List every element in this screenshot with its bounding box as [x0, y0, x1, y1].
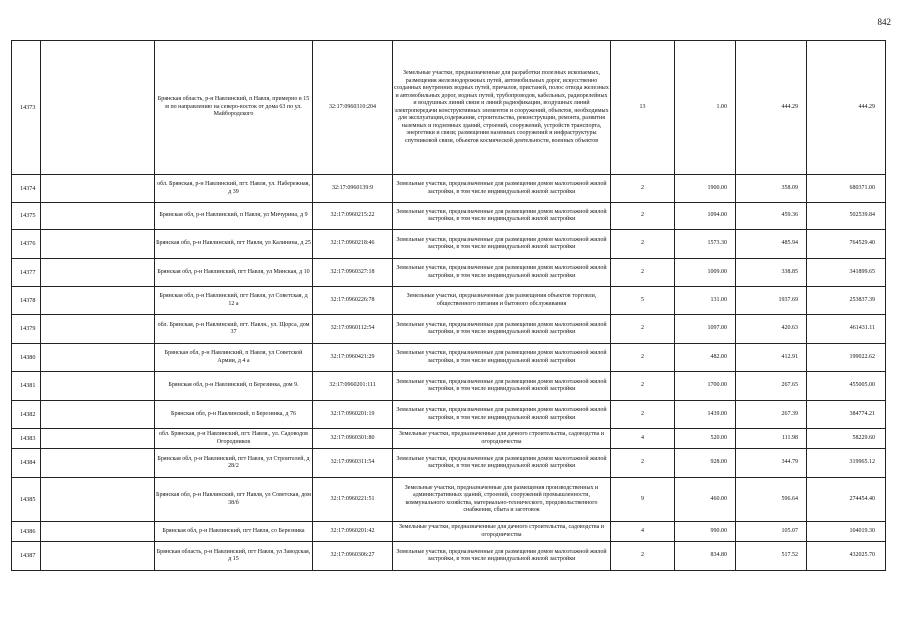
cadastral-value-cell: 253837.39 [807, 287, 886, 315]
area-cell: 928.00 [675, 449, 736, 478]
cadastral-value-cell: 341899.65 [807, 259, 886, 287]
address-cell: Брянская обл, р-н Навлинский, п Навля, ул Мичурина, д 9 [155, 203, 313, 230]
land-use-cell: Земельные участки, предназначенные для разработки полезных ископаемых, размещения железнодорожных путей, автомобильных дорог, искусственно созданных внутренних водных путей, причалов, пристаней, полос отвода железных и автомобильных дорог, водных путей, трубопроводов, кабельных, радиорелейных и воздушных линий связи и линий радиофикации, воздушных линий электропередачи конструктивных элементов и сооружений, объектов, необходимых для эксплуатации,содержания, строительства, реконструкции, ремонта, развития наземных и подземных зданий, строений, сооружений, устройств транспорта, энергетики и связи; размещения наземных сооружений и инфраструктуры спутниковой связи, объектов космической деятельности, военных объектов [393, 41, 611, 175]
empty-cell [41, 203, 155, 230]
area-cell: 990.00 [675, 522, 736, 542]
cadastral-number-cell: 32:17:0960218:46 [313, 230, 393, 259]
cadastral-number-cell: 32:17:0960139:9 [313, 175, 393, 203]
specific-value-cell: 596.64 [736, 478, 807, 522]
empty-cell [41, 287, 155, 315]
empty-cell [41, 429, 155, 449]
cadastral-value-cell: 104019.30 [807, 522, 886, 542]
specific-value-cell: 412.91 [736, 344, 807, 372]
cadastral-number-cell: 32:17:0960311:54 [313, 449, 393, 478]
land-use-cell: Земельные участки, предназначенные для размещения объектов торговли, общественного питания и бытового обслуживания [393, 287, 611, 315]
specific-value-cell: 344.79 [736, 449, 807, 478]
area-cell: 131.00 [675, 287, 736, 315]
specific-value-cell: 105.07 [736, 522, 807, 542]
address-cell: Брянская обл, р-н Навлинский, пгт Навля, со Березника [155, 522, 313, 542]
use-category-cell: 13 [611, 41, 675, 175]
address-cell: Брянская обл, р-н Навлинский, п Березинка, д 76 [155, 401, 313, 429]
area-cell: 482.00 [675, 344, 736, 372]
cadastral-value-cell: 764529.40 [807, 230, 886, 259]
cadastral-number-cell: 32:17:0960327:18 [313, 259, 393, 287]
table-row [12, 175, 886, 203]
specific-value-cell: 517.52 [736, 542, 807, 571]
use-category-cell: 2 [611, 230, 675, 259]
address-cell: Брянская обл, р-н Навлинский, пгт Навля, ул Советская, дом 38/б [155, 478, 313, 522]
address-cell: Брянская обл, р-н Навлинский, пгт Навля, ул Строителей, д 28/2 [155, 449, 313, 478]
row-number-cell: 14383 [12, 429, 41, 449]
address-cell: Брянская обл, р-н Навлинский, п Березинка, дом 9. [155, 372, 313, 401]
specific-value-cell: 459.36 [736, 203, 807, 230]
address-cell: Брянская область, р-н Навлинский, пгт Навля, ул Заводская, д 15 [155, 542, 313, 571]
land-use-cell: Земельные участки, предназначенные для размещения домов малоэтажной жилой застройки, в том числе индивидуальной жилой застройки [393, 372, 611, 401]
use-category-cell: 2 [611, 315, 675, 344]
table-row [12, 401, 886, 429]
address-cell: Брянская область, р-н Навлинский, п Навля, примерно в 15 м по направлению на северо-восток от дома 63 по ул. Майбородского [155, 41, 313, 175]
row-number-cell: 14374 [12, 175, 41, 203]
cadastral-value-cell: 319965.12 [807, 449, 886, 478]
use-category-cell: 9 [611, 478, 675, 522]
empty-cell [41, 259, 155, 287]
use-category-cell: 2 [611, 542, 675, 571]
use-category-cell: 2 [611, 449, 675, 478]
address-cell: Брянская обл, р-н Навлинский, пгт Навля, ул Советская, д 12 а [155, 287, 313, 315]
address-cell: Брянская обл, р-н Навлинский, пгт Навля, ул Калинина, д 25 [155, 230, 313, 259]
address-cell: обл. Брянская, р-н Навлинский, пгт. Навля., ул. Садоводов Огородников [155, 429, 313, 449]
empty-cell [41, 478, 155, 522]
use-category-cell: 2 [611, 344, 675, 372]
cadastral-value-cell: 455005.00 [807, 372, 886, 401]
use-category-cell: 2 [611, 372, 675, 401]
row-number-cell: 14385 [12, 478, 41, 522]
cadastral-number-cell: 32:17:0960301:80 [313, 429, 393, 449]
empty-cell [41, 401, 155, 429]
empty-cell [41, 372, 155, 401]
address-cell: Брянская обл, р-н Навлинский, пгт Навля, ул Минская, д 10 [155, 259, 313, 287]
specific-value-cell: 444.29 [736, 41, 807, 175]
cadastral-value-cell: 680371.00 [807, 175, 886, 203]
table-row [12, 41, 886, 175]
land-use-cell: Земельные участки, предназначенные для размещения домов малоэтажной жилой застройки, в том числе индивидуальной жилой застройки [393, 449, 611, 478]
area-cell: 1573.30 [675, 230, 736, 259]
land-use-cell: Земельные участки, предназначенные для размещения домов малоэтажной жилой застройки, в том числе индивидуальной жилой застройки [393, 344, 611, 372]
specific-value-cell: 338.85 [736, 259, 807, 287]
table-row [12, 449, 886, 478]
land-use-cell: Земельные участки, предназначенные для дачного строительства, садоводства и огородничества [393, 522, 611, 542]
specific-value-cell: 358.09 [736, 175, 807, 203]
land-use-cell: Земельные участки, предназначенные для размещения домов малоэтажной жилой застройки, в том числе индивидуальной жилой застройки [393, 401, 611, 429]
cadastral-value-cell: 58229.60 [807, 429, 886, 449]
use-category-cell: 2 [611, 175, 675, 203]
area-cell: 1.00 [675, 41, 736, 175]
row-number-cell: 14386 [12, 522, 41, 542]
row-number-cell: 14375 [12, 203, 41, 230]
cadastral-value-cell: 432025.70 [807, 542, 886, 571]
empty-cell [41, 41, 155, 175]
cadastral-number-cell: 32:17:0960221:51 [313, 478, 393, 522]
table-body [12, 41, 886, 571]
cadastral-number-cell: 32:17:0960201:19 [313, 401, 393, 429]
land-use-cell: Земельные участки, предназначенные для дачного строительства, садоводства и огородничества [393, 429, 611, 449]
cadastral-number-cell: 32:17:0960215:22 [313, 203, 393, 230]
use-category-cell: 4 [611, 429, 675, 449]
land-use-cell: Земельные участки, предназначенные для размещения домов малоэтажной жилой застройки, в том числе индивидуальной жилой застройки [393, 230, 611, 259]
row-number-cell: 14382 [12, 401, 41, 429]
cadastral-number-cell: 32:17:0960310:204 [313, 41, 393, 175]
cadastral-number-cell: 32:17:0960201:111 [313, 372, 393, 401]
table-row [12, 203, 886, 230]
table-row [12, 259, 886, 287]
specific-value-cell: 267.65 [736, 372, 807, 401]
specific-value-cell: 111.98 [736, 429, 807, 449]
empty-cell [41, 542, 155, 571]
empty-cell [41, 315, 155, 344]
cadastral-number-cell: 32:17:0960306:27 [313, 542, 393, 571]
row-number-cell: 14381 [12, 372, 41, 401]
use-category-cell: 2 [611, 203, 675, 230]
table-row [12, 315, 886, 344]
table-row [12, 542, 886, 571]
specific-value-cell: 420.63 [736, 315, 807, 344]
area-cell: 1097.00 [675, 315, 736, 344]
area-cell: 1009.00 [675, 259, 736, 287]
cadastral-value-cell: 461431.11 [807, 315, 886, 344]
address-cell: обл. Брянская, р-н Навлинский, пгт. Навля., ул. Щорса, дом 37 [155, 315, 313, 344]
address-cell: Брянская обл, р-н Навлинский, п Навля, ул Советской Армии, д 4 а [155, 344, 313, 372]
page-number: 842 [877, 17, 891, 27]
table-row [12, 344, 886, 372]
cadastral-value-cell: 444.29 [807, 41, 886, 175]
area-cell: 1900.00 [675, 175, 736, 203]
land-use-cell: Земельные участки, предназначенные для размещения домов малоэтажной жилой застройки, в том числе индивидуальной жилой застройки [393, 315, 611, 344]
empty-cell [41, 175, 155, 203]
land-use-cell: Земельные участки, предназначенные для размещения домов малоэтажной жилой застройки, в том числе индивидуальной жилой застройки [393, 542, 611, 571]
cadastral-value-table [11, 40, 886, 571]
table-row [12, 372, 886, 401]
use-category-cell: 5 [611, 287, 675, 315]
empty-cell [41, 449, 155, 478]
area-cell: 520.00 [675, 429, 736, 449]
land-use-cell: Земельные участки, предназначенные для размещения домов малоэтажной жилой застройки, в том числе индивидуальной жилой застройки [393, 203, 611, 230]
land-use-cell: Земельные участки, предназначенные для размещения производственных и административных зданий, строений, сооружений промышленности, коммунального хозяйства, материально-технического, продовольственного снабжения, сбыта и заготовок [393, 478, 611, 522]
use-category-cell: 2 [611, 401, 675, 429]
cadastral-number-cell: 32:17:0960201:42 [313, 522, 393, 542]
area-cell: 460.00 [675, 478, 736, 522]
specific-value-cell: 485.94 [736, 230, 807, 259]
area-cell: 834.80 [675, 542, 736, 571]
table-row [12, 522, 886, 542]
use-category-cell: 4 [611, 522, 675, 542]
row-number-cell: 14373 [12, 41, 41, 175]
use-category-cell: 2 [611, 259, 675, 287]
area-cell: 1094.00 [675, 203, 736, 230]
cadastral-number-cell: 32:17:0960226:78 [313, 287, 393, 315]
row-number-cell: 14380 [12, 344, 41, 372]
address-cell: обл. Брянская, р-н Навлинский, пгт. Навля, ул. Набережная, д 39 [155, 175, 313, 203]
cadastral-number-cell: 32:17:0960421:29 [313, 344, 393, 372]
row-number-cell: 14376 [12, 230, 41, 259]
area-cell: 1700.00 [675, 372, 736, 401]
specific-value-cell: 1937.69 [736, 287, 807, 315]
table-row [12, 230, 886, 259]
land-use-cell: Земельные участки, предназначенные для размещения домов малоэтажной жилой застройки, в том числе индивидуальной жилой застройки [393, 175, 611, 203]
row-number-cell: 14387 [12, 542, 41, 571]
empty-cell [41, 522, 155, 542]
row-number-cell: 14379 [12, 315, 41, 344]
row-number-cell: 14384 [12, 449, 41, 478]
table-row [12, 478, 886, 522]
cadastral-value-cell: 274454.40 [807, 478, 886, 522]
row-number-cell: 14378 [12, 287, 41, 315]
cadastral-value-cell: 384774.21 [807, 401, 886, 429]
row-number-cell: 14377 [12, 259, 41, 287]
empty-cell [41, 344, 155, 372]
cadastral-number-cell: 32:17:0960112:54 [313, 315, 393, 344]
cadastral-value-cell: 199022.62 [807, 344, 886, 372]
land-use-cell: Земельные участки, предназначенные для размещения домов малоэтажной жилой застройки, в том числе индивидуальной жилой застройки [393, 259, 611, 287]
specific-value-cell: 267.39 [736, 401, 807, 429]
cadastral-value-cell: 502539.84 [807, 203, 886, 230]
area-cell: 1439.00 [675, 401, 736, 429]
table-row [12, 287, 886, 315]
empty-cell [41, 230, 155, 259]
table-row [12, 429, 886, 449]
